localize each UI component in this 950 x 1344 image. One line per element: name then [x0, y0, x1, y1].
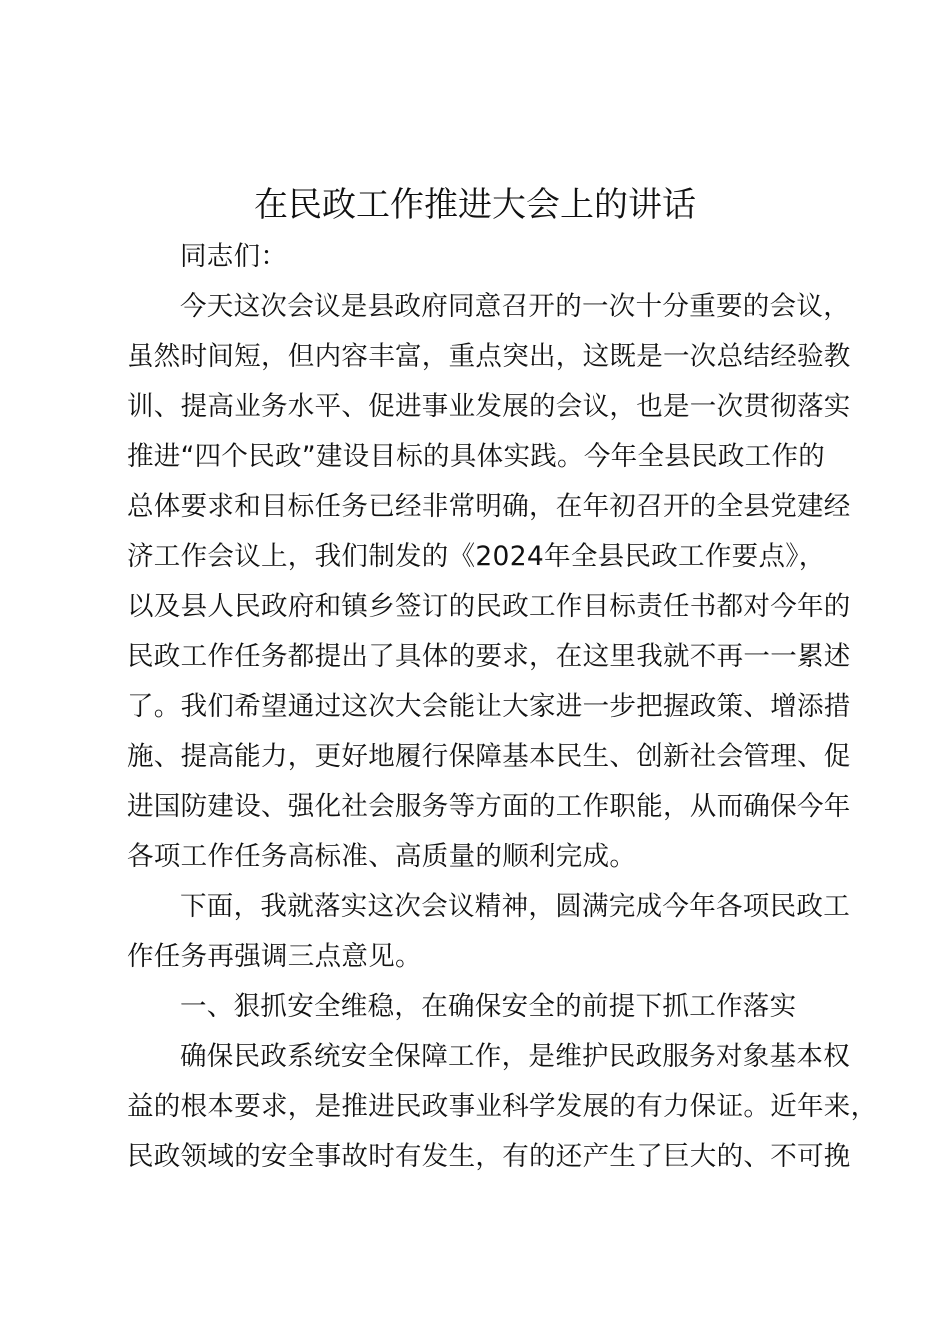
paragraph-1: [127, 282, 851, 882]
paragraph-line: 训、提高业务水平、促进事业发展的会议，也是一次贯彻落实: [127, 391, 851, 422]
paragraph-line: 益的根本要求，是推进民政事业科学发展的有力保证。近年来，: [127, 1091, 878, 1122]
paragraph-line: 民政工作任务都提出了具体的要求，在这里我就不再一一累述: [127, 641, 851, 672]
salutation-paragraph: [127, 232, 847, 282]
document-body: [127, 232, 878, 1182]
paragraph-line: 确保民政系统安全保障工作，是维护民政服务对象基本权: [180, 1041, 850, 1072]
paragraph-3: [127, 1032, 878, 1182]
paragraph-line: 民政领域的安全事故时有发生，有的还产生了巨大的、不可挽: [127, 1141, 851, 1172]
paragraph-line: 各项工作任务高标准、高质量的顺利完成。: [127, 841, 637, 872]
paragraph-line: 施、提高能力，更好地履行保障基本民生、创新社会管理、促: [127, 741, 851, 772]
paragraph-line: 推进“四个民政”建设目标的具体实践。今年全县民政工作的: [127, 441, 826, 472]
paragraph-line: 今天这次会议是县政府同意召开的一次十分重要的会议，: [180, 291, 850, 322]
paragraph-line: 作任务再强调三点意见。: [127, 941, 422, 972]
section-heading-1: [127, 982, 847, 1032]
paragraph-line: 总体要求和目标任务已经非常明确，在年初召开的全县党建经: [127, 491, 851, 522]
section-heading-line: 一、狠抓安全维稳，在确保安全的前提下抓工作落实: [180, 991, 797, 1022]
paragraph-2: [127, 882, 850, 982]
paragraph-line: 进国防建设、强化社会服务等方面的工作职能，从而确保今年: [127, 791, 851, 822]
paragraph-line: 虽然时间短，但内容丰富，重点突出，这既是一次总结经验教: [127, 341, 851, 372]
salutation: 同志们：: [180, 241, 288, 272]
paragraph-line: 下面，我就落实这次会议精神，圆满完成今年各项民政工: [180, 891, 850, 922]
document-title: 在民政工作推进大会上的讲话: [254, 185, 696, 225]
paragraph-line: 济工作会议上，我们制发的《2024年全县民政工作要点》，: [127, 541, 826, 572]
paragraph-line: 以及县人民政府和镇乡签订的民政工作目标责任书都对今年的: [127, 591, 851, 622]
paragraph-line: 了。我们希望通过这次大会能让大家进一步把握政策、增添措: [127, 691, 851, 722]
